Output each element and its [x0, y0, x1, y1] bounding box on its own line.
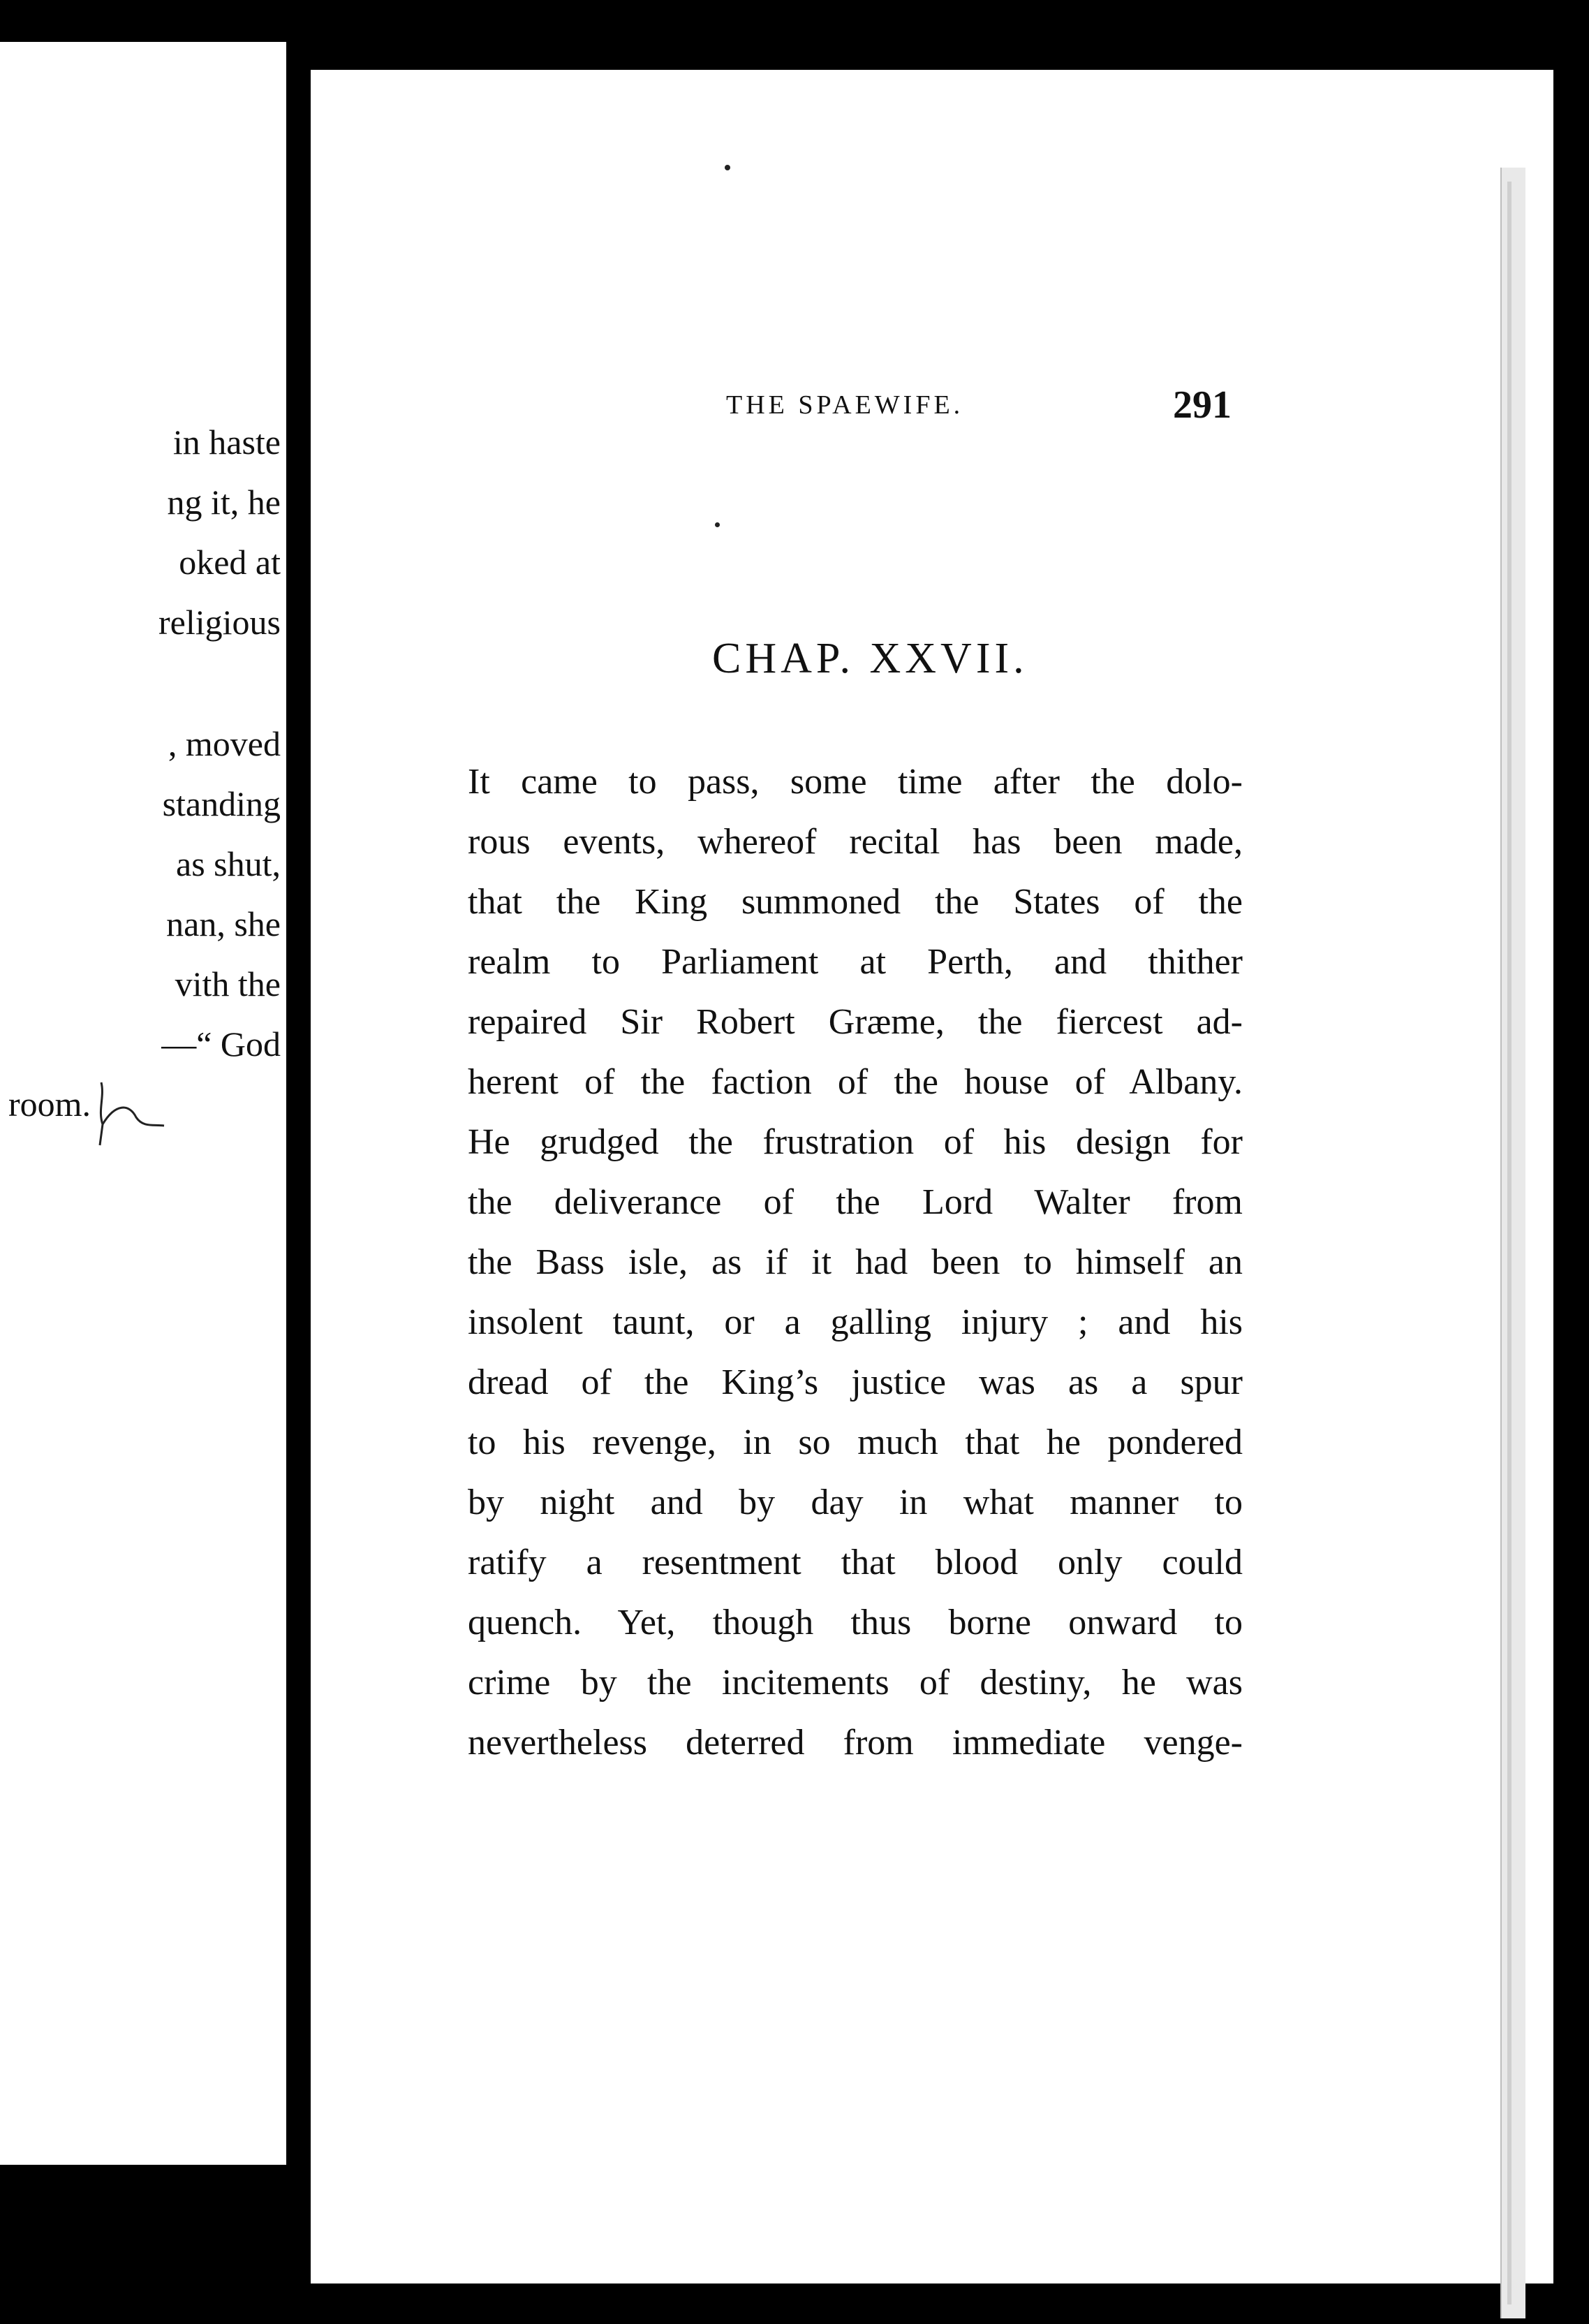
body-text-line: the Bass isle, as if it had been to himself an	[468, 1242, 1243, 1282]
body-text-line: It came to pass, some time after the dolo-	[468, 762, 1243, 802]
left-page-line: room.	[8, 1084, 91, 1124]
body-text-line: quench. Yet, though thus borne onward to	[468, 1603, 1243, 1642]
body-text-line: to his revenge, in so much that he pondered	[468, 1422, 1243, 1462]
body-text-line: ratify a resentment that blood only could	[468, 1543, 1243, 1582]
body-text-line: repaired Sir Robert Græme, the fiercest ad-	[468, 1002, 1243, 1042]
left-page-line: nan, she	[166, 904, 281, 943]
body-text-line: herent of the faction of the house of Albany.	[468, 1062, 1243, 1102]
body-text-line: He grudged the frustration of his design for	[468, 1122, 1243, 1162]
body-text-line: dread of the King’s justice was as a spur	[468, 1362, 1243, 1402]
left-page-line: ng it, he	[167, 483, 281, 522]
body-text-line: nevertheless deterred from immediate venge-	[468, 1723, 1243, 1763]
speck	[725, 165, 730, 170]
left-page-line: vith the	[175, 964, 281, 1003]
page-edge-line	[1507, 182, 1512, 2304]
left-page-line: religious	[158, 603, 281, 642]
book-spine	[288, 42, 309, 2165]
body-text-line: rous events, whereof recital has been made,	[468, 822, 1243, 862]
page-number: 291	[1173, 383, 1232, 427]
speck	[715, 522, 720, 527]
page-edge	[1500, 168, 1525, 2318]
body-text-line: realm to Parliament at Perth, and thither	[468, 942, 1243, 982]
left-page-line: in haste	[172, 422, 281, 462]
left-page-line: oked at	[179, 543, 281, 582]
left-page-line: —“ God	[161, 1024, 281, 1064]
left-page-line: standing	[162, 784, 281, 823]
body-text-line: the deliverance of the Lord Walter from	[468, 1182, 1243, 1222]
running-head: THE SPAEWIFE.	[726, 390, 964, 420]
body-text-line: by night and by day in what manner to	[468, 1483, 1243, 1522]
body-text-line: crime by the incitements of destiny, he was	[468, 1663, 1243, 1702]
left-page-line: , moved	[168, 724, 281, 763]
handwritten-mark	[87, 1075, 171, 1152]
left-page-line: as shut,	[176, 844, 281, 883]
body-text-line: insolent taunt, or a galling injury ; and his	[468, 1302, 1243, 1342]
chapter-heading: CHAP. XXVII.	[712, 635, 1028, 682]
body-text-line: that the King summoned the States of the	[468, 882, 1243, 922]
